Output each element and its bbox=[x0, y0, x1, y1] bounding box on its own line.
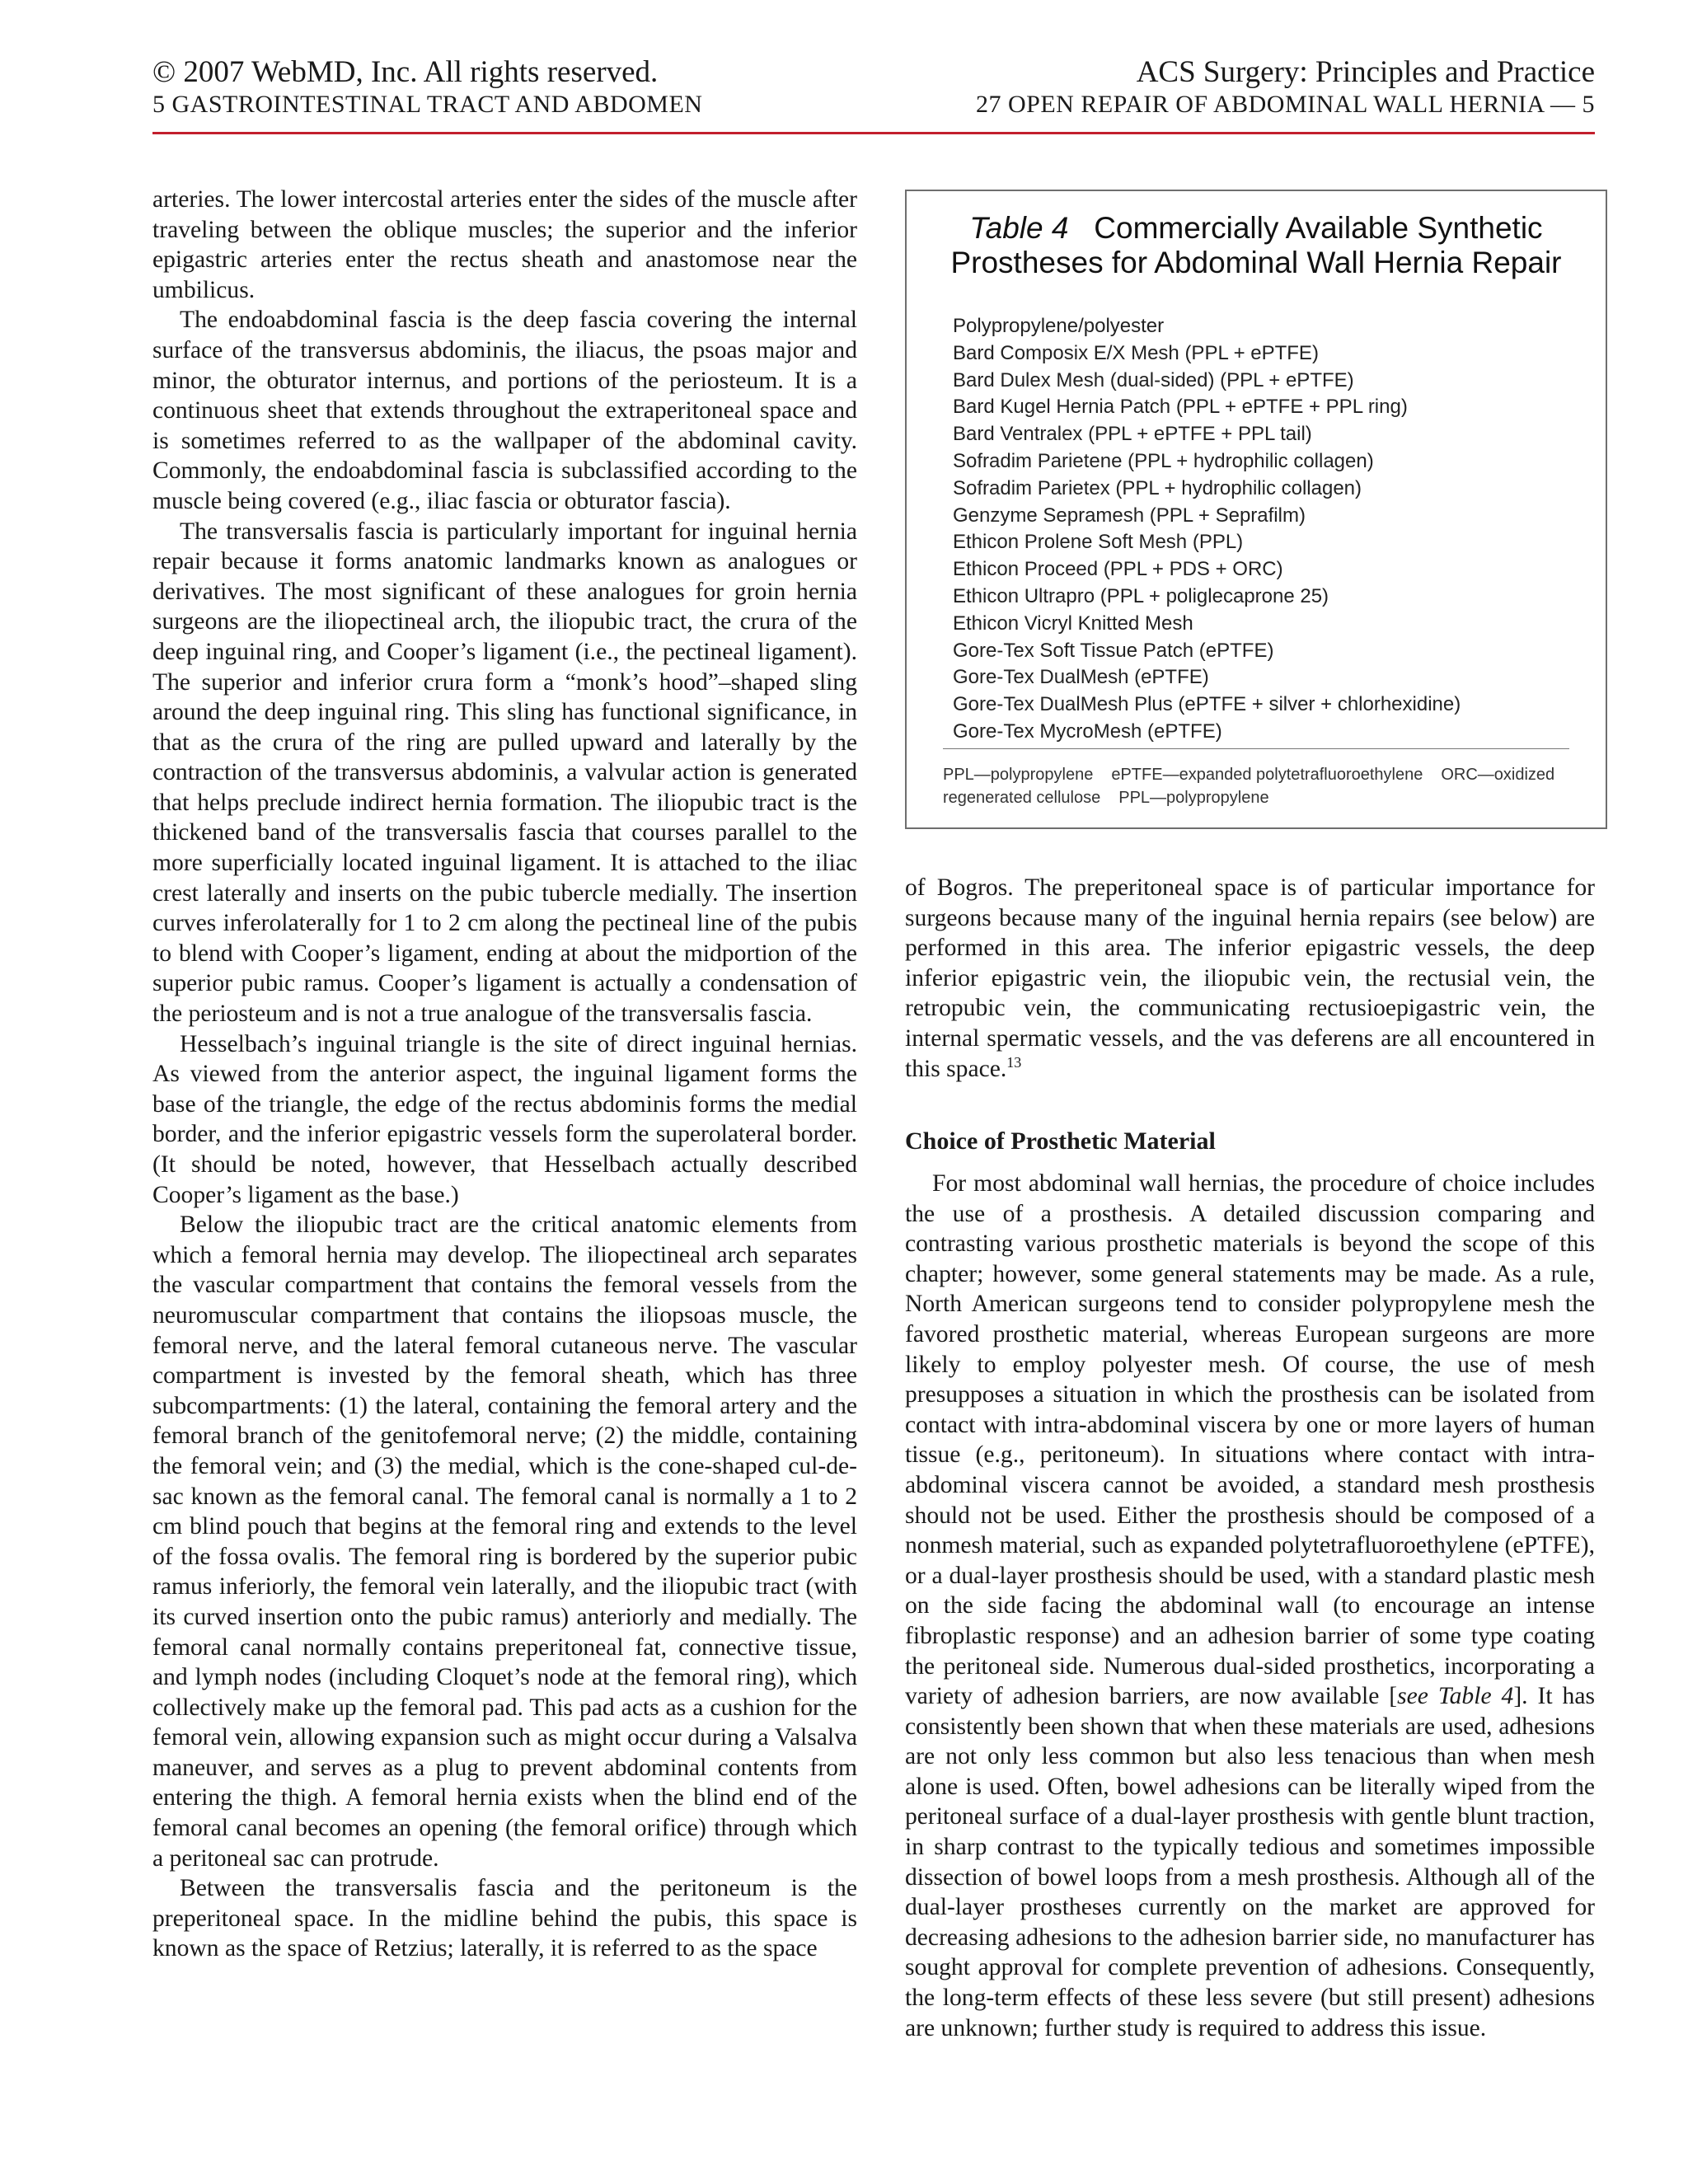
table-title-line-1: Commercially Available Synthetic bbox=[1094, 211, 1543, 245]
paragraph: The transversalis fascia is particularly important for inguinal hernia repair because it forms anatomic landmarks known as analogues or derivatives. The most significant of these analogues for groin hernia surgeons are the iliopectineal arch, the iliopubic tract, the crura of the deep inguinal ring, and Cooper’s ligament (i.e., the pectineal ligament). The superior and inferior crura form a “monk’s hood”–shaped sling around the deep inguinal ring. This sling has functional significance, in that as the crura of the ring are pulled upward and laterally by the contraction of the transversus abdominis, a valvular action is generated that helps preclude indirect hernia formation. The iliopubic tract is the thickened band of the transversalis fascia that courses parallel to the more superficially located inguinal ligament. It is attached to the iliac crest laterally and inserts on the pubic tubercle medially. The insertion curves inferolaterally for 1 to 2 cm along the pectineal line of the pubis to blend with Cooper’s ligament, ending at about the midportion of the superior pubic ramus. Cooper’s ligament is actually a condensation of the periosteum and is not a true analogue of the transversalis fascia. bbox=[152, 518, 857, 1028]
chapter-label: 27 OPEN REPAIR OF ABDOMINAL WALL HERNIA — 5 bbox=[976, 91, 1595, 118]
table-item: Polypropylene/polyester bbox=[953, 315, 1165, 337]
book-title: ACS Surgery: Principles and Practice bbox=[1136, 55, 1595, 89]
paragraph bbox=[905, 873, 1595, 1084]
paragraph: Hesselbach’s inguinal triangle is the site of direct inguinal hernias. As viewed from the anterior aspect, the inguinal ligament forms the base of the triangle, the edge of the rectus abdominis forms the medial border, and the inferior epigastric vessels form the superolateral border. (It should be noted, however, that Hesselbach actually described Cooper’s ligament as the base.) bbox=[152, 1030, 857, 1208]
table-item: Gore-Tex DualMesh (ePTFE) bbox=[953, 666, 1209, 689]
paragraph-text: For most abdominal wall hernias, the procedure of choice includes the use of a prosthesis. A detailed discussion comparing and contrasting various prosthetic materials is beyond the scope of this chapter; however, some general statements may be made. As a rule, North American surgeons tend to consider polypropylene mesh the favored prosthetic material, whereas European surgeons are more likely to employ polyester mesh. Of course, the use of mesh presupposes a situation in which the prosthesis can be isolated from contact with intra-abdominal viscera by one or more layers of human tissue (e.g., peritoneum). In situations where contact with intra-abdominal viscera cannot be avoided, a standard mesh prosthesis should not be used. Either the prosthesis should be composed of a nonmesh material, such as expanded polytetrafluoroethylene (ePTFE), or a dual-layer prosthesis should be used, with a standard plastic mesh on the side facing the abdominal wall (to encourage an intense fibroplastic response) and an adhesion barrier of some type coating the peritoneal side. Numerous dual-sided prosthetics, incorporating a variety of adhesion barriers, are now available [ bbox=[905, 1170, 1595, 1710]
table-item: Ethicon Vicryl Knitted Mesh bbox=[953, 612, 1193, 635]
table-title bbox=[907, 211, 1606, 280]
table-item: Ethicon Ultrapro (PPL + poliglecaprone 25) bbox=[953, 584, 1329, 607]
paragraph-text-continued: ]. It has consistently been shown that when these materials are used, adhesions are not only less common but also less tenacious than when mesh alone is used. Often, bowel adhesions can be literally wiped from the peritoneal surface of a dual-layer prosthesis with gentle blunt traction, in sharp contrast to the typically tedious and sometimes impossible dissection of bowel loops from a mesh prosthesis. Although all of the dual-layer prostheses currently on the market are approved for decreasing adhesions to the adhesion barrier side, no manufacturer has sought approval for complete prevention of adhesions. Consequently, the long-term effects of these less severe (but still present) adhesions are unknown; further study is required to address this issue. bbox=[905, 1683, 1595, 2041]
paragraph: The endoabdominal fascia is the deep fascia covering the internal surface of the transversus abdominis, the iliacus, the psoas major and minor, the obturator internus, and portions of the periosteum. It is a continuous sheet that extends throughout the extraperitoneal space and is sometimes referred to as the wallpaper of the abdominal cavity. Commonly, the endoabdominal fascia is subclassified according to the muscle being covered (e.g., iliac fascia or obturator fascia). bbox=[152, 307, 857, 514]
abbrev-ppl-2: PPL—polypropylene bbox=[1118, 789, 1269, 807]
abbrev-orc: ORC—oxidized regenerated cellulose bbox=[943, 766, 1555, 807]
table-item: Ethicon Prolene Soft Mesh (PPL) bbox=[953, 531, 1244, 554]
table-item: Gore-Tex DualMesh Plus (ePTFE + silver + chlorhexidine) bbox=[953, 693, 1461, 716]
copyright-notice: © 2007 WebMD, Inc. All rights reserved. bbox=[152, 55, 659, 89]
table-reference-link[interactable]: Table 4 bbox=[1437, 1683, 1514, 1710]
table-item: Gore-Tex MycroMesh (ePTFE) bbox=[953, 719, 1222, 743]
section-label: 5 GASTROINTESTINAL TRACT AND ABDOMEN bbox=[152, 91, 703, 118]
page-header bbox=[152, 54, 1595, 134]
table-item: Bard Ventralex (PPL + ePTFE + PPL tail) bbox=[953, 423, 1312, 446]
left-column bbox=[152, 185, 857, 1964]
table-item: Gore-Tex Soft Tissue Patch (ePTFE) bbox=[953, 639, 1274, 662]
see-reference: see bbox=[1397, 1683, 1428, 1710]
abbrev-eptfe: ePTFE—expanded polytetrafluoroethylene bbox=[1111, 766, 1423, 784]
paragraph bbox=[905, 1169, 1595, 2043]
paragraph: Between the transversalis fascia and the peritoneum is the preperitoneal space. In the midline behind the pubis, this space is known as the space of Retzius; laterally, it is referred to as the space bbox=[152, 1875, 857, 1962]
table-item: Bard Kugel Hernia Patch (PPL + ePTFE + PPL ring) bbox=[953, 396, 1408, 419]
table-divider bbox=[943, 748, 1569, 749]
paragraph-text: of Bogros. The preperitoneal space is of particular importance for surgeons because many of the inguinal hernia repairs (see below) are performed in this area. The inferior epigastric vessels, the deep inferior epigastric vein, the iliopubic vein, the rectusial vein, the retropubic vein, the communicating rectusioepigastric vein, the internal spermatic vessels, and the vas deferens are all encountered in this space. bbox=[905, 874, 1595, 1082]
table-footnote bbox=[943, 763, 1581, 809]
header-rule bbox=[152, 132, 1595, 134]
right-column-bottom bbox=[905, 1169, 1595, 2043]
table-item: Sofradim Parietex (PPL + hydrophilic collagen) bbox=[953, 476, 1362, 499]
paragraph: arteries. The lower intercostal arteries enter the sides of the muscle after traveling between the oblique muscles; the superior and the inferior epigastric arteries enter the rectus sheath and anastomose near the umbilicus. bbox=[152, 186, 857, 303]
table-4 bbox=[905, 190, 1607, 829]
table-item: Bard Dulex Mesh (dual-sided) (PPL + ePTFE) bbox=[953, 368, 1354, 391]
reference-superscript: 13 bbox=[1006, 1053, 1022, 1071]
table-item: Bard Composix E/X Mesh (PPL + ePTFE) bbox=[953, 341, 1319, 364]
table-item-list bbox=[953, 313, 1461, 746]
paragraph: Below the iliopubic tract are the critical anatomic elements from which a femoral hernia may develop. The iliopectineal arch separates the vascular compartment that contains the femoral vessels from the neuromuscular compartment that contains the iliopsoas muscle, the femoral nerve, and the lateral femoral cutaneous nerve. The vascular compartment is invested by the femoral sheath, which has three subcompartments: (1) the lateral, containing the femoral artery and the femoral branch of the genitofemoral nerve; (2) the middle, containing the femoral vein; and (3) the medial, which is the cone-shaped cul-de-sac known as the femoral canal. The femoral canal is normally a 1 to 2 cm blind pouch that begins at the femoral ring and extends to the level of the fossa ovalis. The femoral ring is bordered by the superior pubic ramus inferiorly, the femoral vein laterally, and the iliopubic tract (with its curved insertion onto the pubic ramus) anteriorly and medially. The femoral canal normally contains preperitoneal fat, connective tissue, and lymph nodes (including Cloquet’s node at the femoral ring), which collectively make up the femoral pad. This pad acts as a cushion for the femoral vein, allowing expansion such as might occur during a Valsalva maneuver, and serves as a plug to prevent abdominal contents from entering the thigh. A femoral hernia exists when the blind end of the femoral canal becomes an opening (the femoral orifice) through which a peritoneal sac can protrude. bbox=[152, 1212, 857, 1872]
table-title-line-2: Prostheses for Abdominal Wall Hernia Repair bbox=[950, 246, 1562, 279]
table-item: Genzyme Sepramesh (PPL + Seprafilm) bbox=[953, 504, 1306, 527]
table-item: Ethicon Proceed (PPL + PDS + ORC) bbox=[953, 558, 1283, 581]
section-heading: Choice of Prosthetic Material bbox=[905, 1127, 1216, 1155]
table-item: Sofradim Parietene (PPL + hydrophilic collagen) bbox=[953, 449, 1374, 472]
abbrev-ppl: PPL—polypropylene bbox=[943, 766, 1094, 784]
table-number: Table 4 bbox=[969, 211, 1069, 245]
right-column-top bbox=[905, 873, 1595, 1084]
